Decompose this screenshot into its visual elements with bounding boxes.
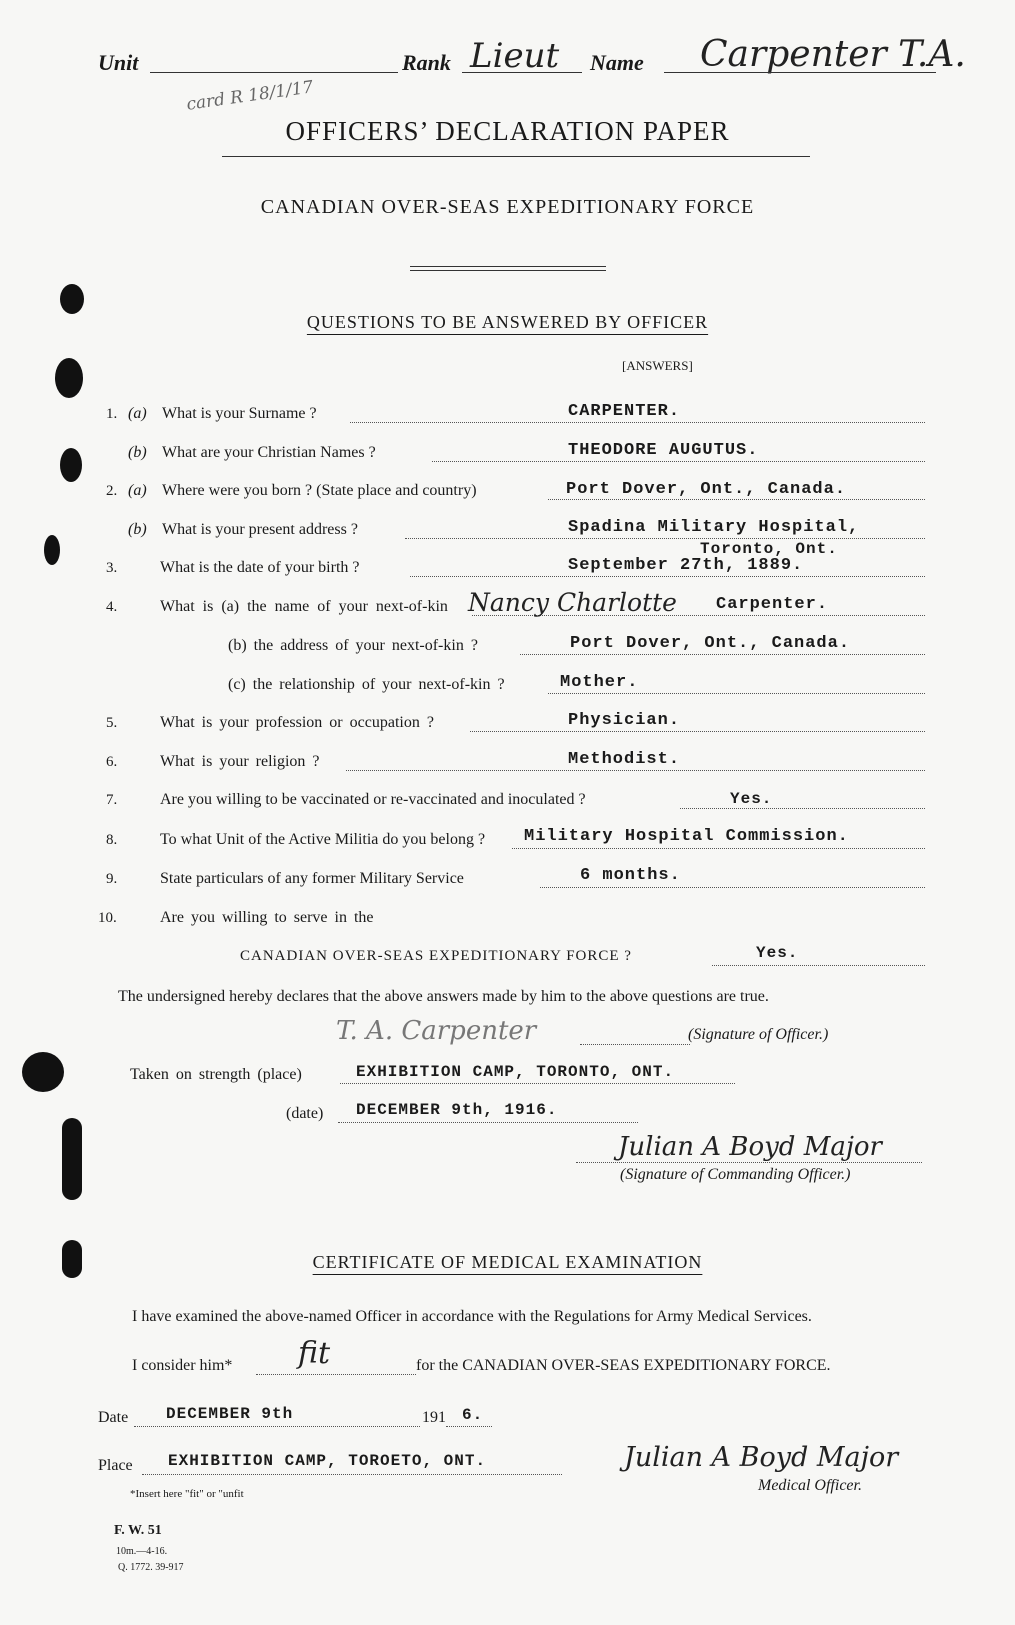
q10-text2: CANADIAN OVER-SEAS EXPEDITIONARY FORCE ? [240,948,632,964]
consider-value: fit [298,1336,331,1371]
q10-answer: Yes. [756,944,799,962]
medical-year-line [446,1426,492,1427]
q5-line [470,731,925,732]
q8-num: 8. [106,832,118,848]
co-signature: Julian A Boyd Major [618,1132,882,1162]
q3-text: What is the date of your birth ? [160,559,360,576]
rank-label: Rank [402,50,451,75]
punch-hole [62,1118,82,1200]
page-title: OFFICERS’ DECLARATION PAPER [285,116,730,146]
q10-num: 10. [98,910,117,926]
q6-line [346,770,925,771]
medical-date: DECEMBER 9th [166,1405,294,1423]
form-code-line3: Q. 1772. 39-917 [118,1562,184,1573]
form-code-line1: F. W. 51 [114,1523,162,1538]
medical-signature: Julian A Boyd Major [624,1442,899,1473]
q3-answer: September 27th, 1889. [568,556,804,575]
unit-line [150,72,398,73]
q2a-line [548,499,925,500]
q1b-line [432,461,925,462]
q9-answer: 6 months. [580,866,681,885]
q8-line [512,848,925,849]
q2-num: 2. [106,483,118,499]
q6-num: 6. [106,754,118,770]
q1-sub-b: (b) [128,444,147,461]
medical-year-suffix: 6. [462,1406,484,1424]
q9-line [540,887,925,888]
q2b-text: What is your present address ? [162,521,358,538]
consider-line [256,1374,416,1375]
punch-hole [44,535,60,565]
q6-text: What is your religion ? [160,753,320,770]
rank-line [462,72,582,73]
officer-sig-line [580,1044,690,1045]
co-sig-label: (Signature of Commanding Officer.) [620,1166,851,1183]
medical-place: EXHIBITION CAMP, TOROETO, ONT. [168,1452,487,1470]
medical-place-line [142,1474,562,1475]
medical-statement: I have examined the above-named Officer in accordance with the Regulations for Army Medical Services. [132,1308,812,1325]
q2b-answer-line1: Spadina Military Hospital, [568,518,860,537]
margin-note: card R 18/1/17 [185,77,315,115]
q9-text: State particulars of any former Military Service [160,870,464,887]
q1a-line [350,422,925,423]
medical-date-line [134,1426,420,1427]
consider-label: I consider him* [132,1357,233,1374]
q10-text: Are you willing to serve in the [160,909,374,926]
q7-answer: Yes. [730,790,773,808]
q4-num: 4. [106,599,118,615]
q2-sub-a: (a) [128,482,147,499]
q2b-answer-line2: Toronto, Ont. [700,540,838,558]
name-value: Carpenter T.A. [700,34,966,75]
q4c-answer: Mother. [560,673,639,692]
q1b-text: What are your Christian Names ? [162,444,376,461]
q4a-answer-hand: Nancy Charlotte [468,588,677,617]
declaration-statement: The undersigned hereby declares that the above answers made by him to the above questions are true. [118,988,769,1005]
q3-num: 3. [106,560,118,576]
medical-date-label: Date [98,1409,129,1426]
strength-place-line [340,1083,735,1084]
q3-line [410,576,925,577]
divider [410,270,606,271]
consider-suffix: for the CANADIAN OVER-SEAS EXPEDITIONARY FORCE. [416,1357,831,1374]
q5-num: 5. [106,715,118,731]
strength-label: Taken on strength (place) [130,1066,302,1083]
medical-year-prefix: 191 [422,1409,446,1426]
q1b-answer: THEODORE AUGUTUS. [568,441,759,460]
q9-num: 9. [106,871,118,887]
medical-heading: CERTIFICATE OF MEDICAL EXAMINATION [312,1252,703,1272]
questions-heading: QUESTIONS TO BE ANSWERED BY OFFICER [306,312,709,332]
q2b-line [405,538,925,539]
subtitle: CANADIAN OVER-SEAS EXPEDITIONARY FORCE [260,196,755,218]
punch-hole [55,358,83,398]
q7-text: Are you willing to be vaccinated or re-vaccinated and inoculated ? [160,791,586,808]
name-label: Name [590,50,644,75]
q8-text: To what Unit of the Active Militia do you belong ? [160,831,486,848]
q5-answer: Physician. [568,711,681,730]
strength-place: EXHIBITION CAMP, TORONTO, ONT. [356,1063,675,1081]
q6-answer: Methodist. [568,750,681,769]
strength-date-label: (date) [286,1105,324,1122]
officer-sig-label: (Signature of Officer.) [688,1026,829,1043]
punch-hole [60,284,84,314]
q4c-line [548,693,925,694]
rank-value: Lieut [470,36,560,76]
q7-line [680,808,925,809]
title-rule [222,156,810,157]
co-sig-line [576,1162,922,1163]
q1a-answer: CARPENTER. [568,402,681,421]
q10-line [712,965,925,966]
answers-label: [ANSWERS] [622,358,693,373]
q5-text: What is your profession or occupation ? [160,714,434,731]
q4b-text: (b) the address of your next-of-kin ? [228,637,478,654]
q4b-line [520,654,925,655]
q7-num: 7. [106,792,118,808]
q1-sub-a: (a) [128,405,147,422]
footnote: *Insert here "fit" or "unfit [130,1488,244,1500]
unit-label: Unit [98,50,139,75]
medical-place-label: Place [98,1457,133,1474]
name-line [664,72,936,73]
divider [410,266,606,267]
q4a-text: What is (a) the name of your next-of-kin [160,598,448,615]
officer-signature: T. A. Carpenter [336,1016,537,1046]
punch-hole [22,1052,64,1092]
q1-num: 1. [106,406,118,422]
punch-hole [60,448,82,482]
q2a-answer: Port Dover, Ont., Canada. [566,480,847,499]
strength-date-line [338,1122,638,1123]
q2a-text: Where were you born ? (State place and country) [162,482,477,499]
q2-sub-b: (b) [128,521,147,538]
form-code-line2: 10m.—4-16. [116,1546,168,1557]
q8-answer: Military Hospital Commission. [524,827,849,846]
q4c-text: (c) the relationship of your next-of-kin ? [228,676,505,693]
q1a-text: What is your Surname ? [162,405,317,422]
medical-officer-label: Medical Officer. [758,1477,862,1494]
q4a-answer-typed: Carpenter. [716,595,829,614]
q4b-answer: Port Dover, Ont., Canada. [570,634,851,653]
strength-date: DECEMBER 9th, 1916. [356,1101,558,1119]
